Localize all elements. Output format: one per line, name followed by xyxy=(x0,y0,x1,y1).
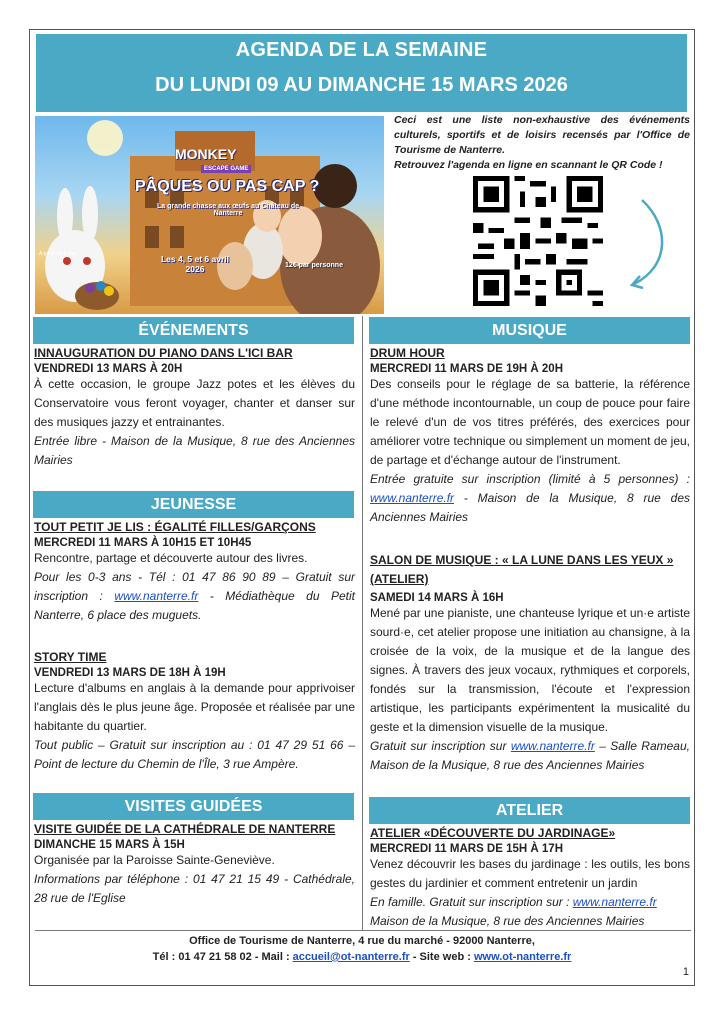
page-number: 1 xyxy=(682,966,689,978)
event-info-text: Maison de la Musique, 8 rue des Anciennes Mairies xyxy=(370,914,645,928)
event-cathedrale xyxy=(34,822,355,908)
event-info xyxy=(370,893,690,931)
poster-subtitle: La grande chasse aux œufs au Château de Nanterre xyxy=(157,203,299,217)
event-date: DIMANCHE 15 MARS À 15H xyxy=(34,839,185,851)
poster-dates: Les 4, 5 et 6 avril 2026 xyxy=(160,254,230,274)
event-description: Organisée par la Paroisse Sainte-Geneviève. xyxy=(34,853,275,867)
section-heading-musique: MUSIQUE xyxy=(369,317,690,344)
nanterre-link[interactable]: www.nanterre.fr xyxy=(370,491,455,505)
poster-brand: MONKEY xyxy=(175,146,237,162)
event-info xyxy=(370,470,690,527)
event-drum-hour xyxy=(370,346,690,527)
intro-qr-hint: Retrouvez l'agenda en ligne en scannant le QR Code ! xyxy=(394,159,663,171)
event-date: VENDREDI 13 MARS À 20H xyxy=(34,363,183,375)
event-title: DRUM HOUR xyxy=(370,346,445,360)
event-title: TOUT PETIT JE LIS : ÉGALITÉ FILLES/GARÇONS xyxy=(34,520,316,534)
footer-contact xyxy=(0,951,724,963)
event-piano xyxy=(34,346,355,470)
section-heading-jeunesse: JEUNESSE xyxy=(33,491,354,518)
event-date: VENDREDI 13 MARS DE 18H À 19H xyxy=(34,667,226,679)
event-info-text: Entrée gratuite sur inscription (limité à 5 personnes) : xyxy=(370,472,690,486)
poster-price: 12€ par personne xyxy=(285,262,343,269)
footer-phone: Tél : 01 47 21 58 02 - Mail : xyxy=(152,951,293,963)
footer-divider xyxy=(35,930,691,931)
event-title: VISITE GUIDÉE DE LA CATHÉDRALE DE NANTERRE xyxy=(34,822,336,836)
footer-address: Office de Tourisme de Nanterre, 4 rue du marché - 92000 Nanterre, xyxy=(189,935,535,947)
event-info-text: – Salle Rameau, Maison de la Musique, 8 rue des Anciennes Mairies xyxy=(370,739,690,772)
poster-subbrand: ESCAPE GAME xyxy=(201,165,251,173)
event-title: INNAUGURATION DU PIANO DANS L'ICI BAR xyxy=(34,346,293,360)
event-info: Informations par téléphone : 01 47 21 15 49 - Cathédrale, 28 rue de l'Eglise xyxy=(34,872,355,905)
event-tout-petit xyxy=(34,520,355,625)
footer-web-label: - Site web : xyxy=(409,951,474,963)
event-info xyxy=(370,737,690,775)
event-description: Lecture d'albums en anglais à la demande pour apprivoiser l'anglais dès le plus jeune âge. Proposée et réalisée par une habitante du quartier. xyxy=(34,681,355,733)
event-info-text: - Médiathèque du Petit Nanterre, 6 place des muguets. xyxy=(34,589,355,622)
event-title: STORY TIME xyxy=(34,650,107,664)
section-heading-visites: VISITES GUIDÉES xyxy=(33,793,354,820)
section-heading-atelier: ATELIER xyxy=(369,797,690,824)
footer-web-link[interactable]: www.ot-nanterre.fr xyxy=(473,951,572,963)
header-title: AGENDA DE LA SEMAINE xyxy=(235,39,488,61)
event-title: ATELIER «DÉCOUVERTE DU JARDINAGE» xyxy=(370,826,616,840)
header-banner xyxy=(36,34,687,112)
nanterre-link[interactable]: www.nanterre.fr xyxy=(572,895,657,909)
intro-text xyxy=(394,113,690,173)
event-jardinage xyxy=(370,826,690,931)
poster-title: PÂQUES OU PAS CAP ? xyxy=(135,178,320,195)
event-story-time xyxy=(34,650,355,774)
event-info: Entrée libre - Maison de la Musique, 8 rue des Anciennes Mairies xyxy=(34,434,355,467)
event-date: MERCREDI 11 MARS DE 19H À 20H xyxy=(370,363,563,375)
nanterre-link[interactable]: www.nanterre.fr xyxy=(510,739,595,753)
event-info xyxy=(34,568,355,625)
qr-code-icon[interactable] xyxy=(473,176,603,306)
event-info-text: Gratuit sur inscription sur xyxy=(370,739,511,753)
footer-mail-link[interactable]: accueil@ot-nanterre.fr xyxy=(292,951,410,963)
event-date: MERCREDI 11 MARS DE 15H À 17H xyxy=(370,843,563,855)
section-heading-evenements: ÉVÉNEMENTS xyxy=(33,317,354,344)
event-description: À cette occasion, le groupe Jazz potes et les élèves du Conservatoire vous feront voyager, chanter et danser sur des musiques jazzy et entrainantes. xyxy=(34,377,355,429)
event-salon-musique xyxy=(370,551,690,775)
event-date: SAMEDI 14 MARS À 16H xyxy=(370,592,504,604)
poster-age: À partir de 8 ans xyxy=(39,251,76,257)
event-description: Rencontre, partage et découverte autour des livres. xyxy=(34,551,308,565)
column-divider xyxy=(362,316,363,931)
event-description: Des conseils pour le réglage de sa batterie, la référence d'une méthode incontournable, un coup de pouce pour faire le relevé d'un de vos titres préférés, des exercices pour améliorer votre technique ou simplement un moment de jeu, de partage et d'échange autour de l'instrument. xyxy=(370,377,690,467)
event-poster xyxy=(35,116,384,314)
event-info-text: Pour les 0-3 ans - Tél : 01 47 86 90 89 – Gratuit sur inscription : xyxy=(34,570,355,603)
event-info-text: - Maison de la Musique, 8 rue des Anciennes Mairies xyxy=(370,491,690,524)
intro-description: Ceci est une liste non-exhaustive des événements culturels, sportifs et de loisirs recensés par l'Office de Tourisme de Nanterre. xyxy=(394,114,690,156)
curved-arrow-icon xyxy=(612,196,674,292)
event-info-text: En famille. Gratuit sur inscription sur : xyxy=(370,895,573,909)
event-description: Venez découvrir les bases du jardinage : les outils, les bons gestes du jardinier et comment entretenir un jardin xyxy=(370,857,690,890)
nanterre-link[interactable]: www.nanterre.fr xyxy=(114,589,199,603)
event-info: Tout public – Gratuit sur inscription au : 01 47 29 51 66 – Point de lecture du Chemin de l'Île, 3 rue Ampère. xyxy=(34,738,355,771)
event-description: Mené par une pianiste, une chanteuse lyrique et un·e artiste sourd·e, cet atelier propose une initiation au chansigne, à la croisée de la voix, de la musique et de la langue des signes. À travers des jeux vocaux, rythmiques et corporels, fondés sur la transmission, l'écoute et l'expression artistique, les participants expérimentent la musicalité du geste et la dimension visuelle de la musique. xyxy=(370,606,690,734)
header-dates: DU LUNDI 09 AU DIMANCHE 15 MARS 2026 xyxy=(155,74,568,96)
event-date: MERCREDI 11 MARS À 10H15 ET 10H45 xyxy=(34,537,252,549)
event-title: SALON DE MUSIQUE : « LA LUNE DANS LES YEUX » (ATELIER) xyxy=(370,553,674,586)
